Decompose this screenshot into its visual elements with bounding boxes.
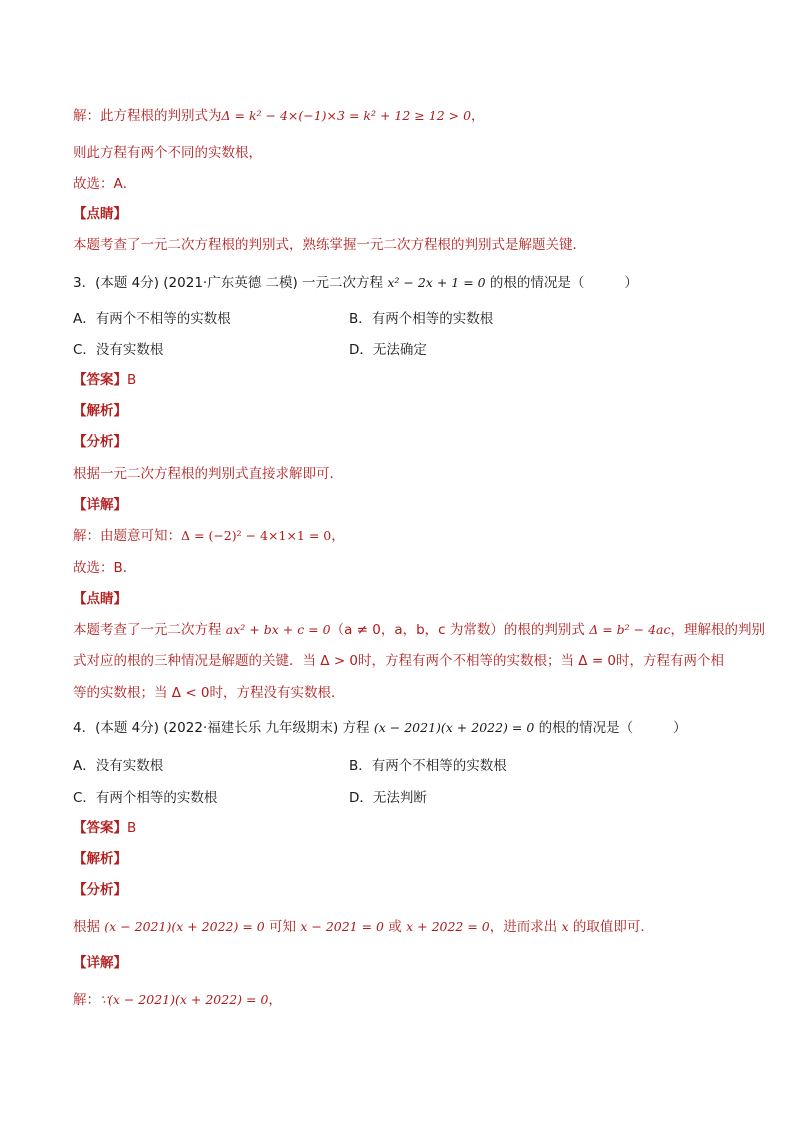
choice-line: 故选：A． xyxy=(73,176,137,192)
option-c: C．有两个相等的实数根 xyxy=(73,790,218,806)
solution-line xyxy=(73,106,485,126)
solution-line: 则此方程有两个不同的实数根， xyxy=(73,145,262,161)
text: ，进而求出 xyxy=(489,919,562,935)
note-line-1 xyxy=(73,620,765,640)
option-c: C．没有实数根 xyxy=(73,342,164,358)
text: 3．(本题 4分) (2021·广东英德 二模) 一元二次方程 xyxy=(73,275,388,291)
text: 解：此方程根的判别式为 xyxy=(73,108,222,124)
text: ，理解根的判别 xyxy=(670,622,765,638)
formula: x − 2021 = 0 xyxy=(300,919,384,934)
text: 本题考查了一元二次方程 xyxy=(73,622,226,638)
note-text: 本题考查了一元二次方程根的判别式，熟练掌握一元二次方程根的判别式是解题关键． xyxy=(73,237,586,253)
text: 或 xyxy=(384,919,407,935)
formula: x² − 2x + 1 = 0 xyxy=(387,275,486,290)
text: 的取值即可． xyxy=(568,919,654,935)
section-tag-dianjing: 【点睛】 xyxy=(73,591,127,607)
note-line-3: 等的实数根；当 Δ < 0时，方程没有实数根． xyxy=(73,685,345,701)
option-a: A．有两个不相等的实数根 xyxy=(73,311,231,327)
analysis-text xyxy=(73,917,654,937)
detail-line xyxy=(73,526,345,546)
option-b: B．有两个相等的实数根 xyxy=(349,311,494,327)
text: 解： xyxy=(73,992,100,1008)
text: ） xyxy=(673,720,687,736)
section-tag-fenxi: 【分析】 xyxy=(73,882,127,898)
formula: Δ = (−2)² − 4×1×1 = 0 xyxy=(181,528,332,543)
answer-value: B xyxy=(127,820,137,836)
question-3-stem xyxy=(73,273,638,293)
section-tag-xiangjie: 【详解】 xyxy=(73,497,127,513)
choice-line: 故选：B． xyxy=(73,560,137,576)
answer-line xyxy=(73,370,136,390)
formula: ∵(x − 2021)(x + 2022) = 0 xyxy=(100,992,269,1007)
text: 解：由题意可知： xyxy=(73,528,181,544)
formula: Δ = b² − 4ac xyxy=(589,622,671,637)
answer-tag: 【答案】 xyxy=(73,820,127,836)
note-line-2: 式对应的根的三种情况是解题的关键．当 Δ > 0时，方程有两个不相等的实数根；当 Δ = 0时，方程有两个相 xyxy=(73,653,725,669)
text: 的根的情况是（ xyxy=(485,275,585,291)
text: 可知 xyxy=(264,919,301,935)
formula: x xyxy=(561,919,569,934)
answer-value: B xyxy=(127,372,137,388)
question-4-stem xyxy=(73,718,687,738)
formula: ax² + bx + c = 0 xyxy=(225,622,331,637)
section-tag-fenxi: 【分析】 xyxy=(73,434,127,450)
section-tag-jiexi: 【解析】 xyxy=(73,403,127,419)
answer-tag: 【答案】 xyxy=(73,372,127,388)
formula: x + 2022 = 0 xyxy=(406,919,490,934)
analysis-text: 根据一元二次方程根的判别式直接求解即可． xyxy=(73,466,343,482)
text: ， xyxy=(268,992,282,1008)
detail-line xyxy=(73,990,282,1010)
text: 的根的情况是（ xyxy=(534,720,634,736)
text: ） xyxy=(624,275,638,291)
section-tag-xiangjie: 【详解】 xyxy=(73,955,127,971)
formula: (x − 2021)(x + 2022) = 0 xyxy=(373,720,535,735)
formula: Δ = k² − 4×(−1)×3 = k² + 12 ≥ 12 > 0 xyxy=(221,108,472,123)
text: 根据 xyxy=(73,919,105,935)
option-b: B．有两个不相等的实数根 xyxy=(349,758,507,774)
section-tag-dianjing: 【点睛】 xyxy=(73,206,127,222)
formula: (x − 2021)(x + 2022) = 0 xyxy=(104,919,265,934)
option-d: D．无法确定 xyxy=(349,342,427,358)
answer-line xyxy=(73,818,136,838)
option-d: D．无法判断 xyxy=(349,790,427,806)
text: 4．(本题 4分) (2022·福建长乐 九年级期末) 方程 xyxy=(73,720,374,736)
text: ， xyxy=(331,528,345,544)
text: （a ≠ 0，a，b，c 为常数）的根的判别式 xyxy=(330,622,590,638)
option-a: A．没有实数根 xyxy=(73,758,164,774)
section-tag-jiexi: 【解析】 xyxy=(73,851,127,867)
text: ， xyxy=(471,108,485,124)
